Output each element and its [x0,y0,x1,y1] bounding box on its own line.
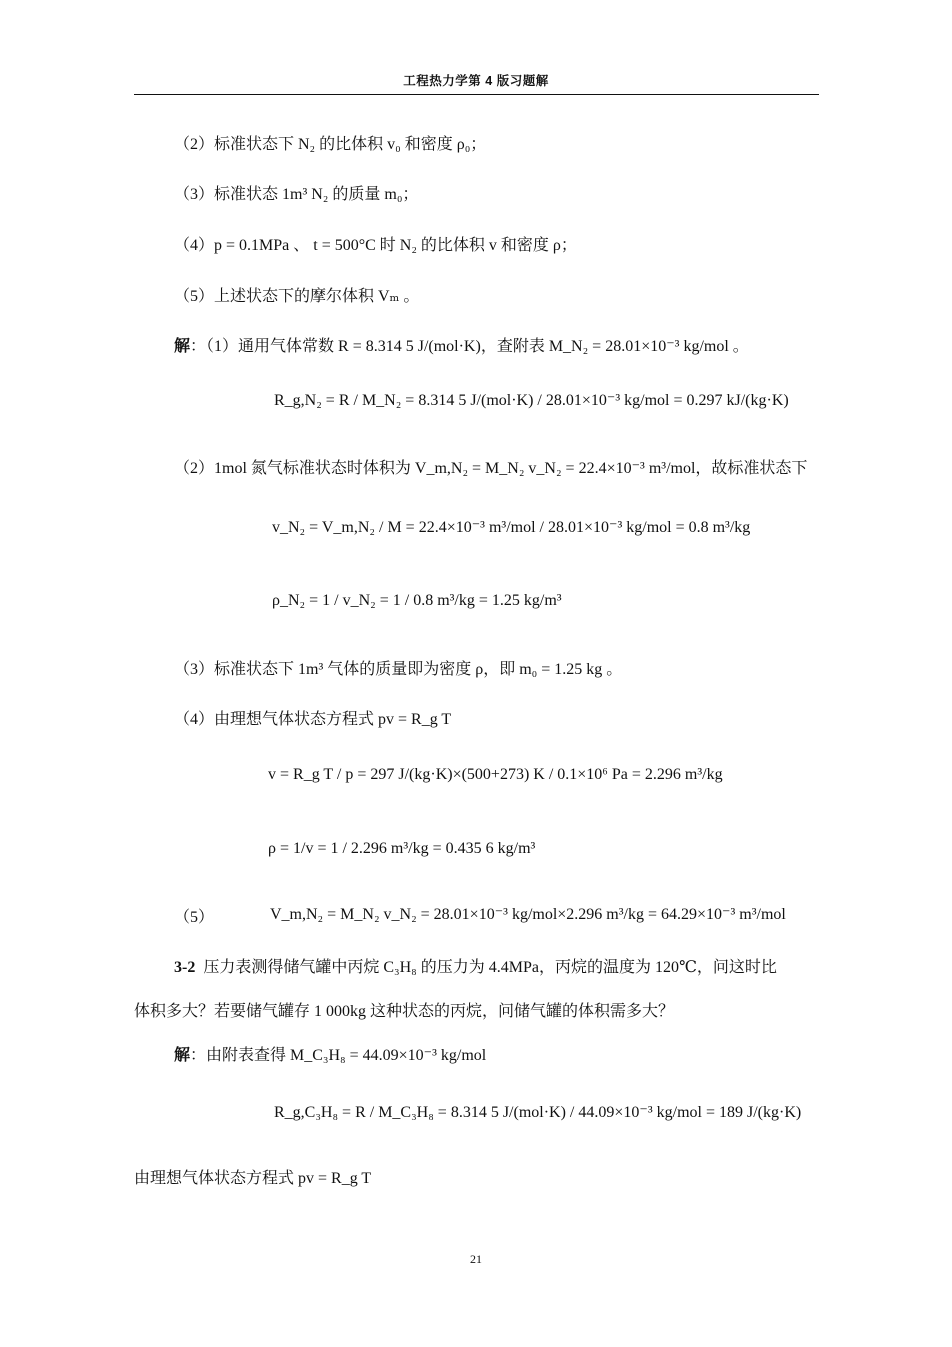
equation-1: R_g,N₂ = R / M_N₂ = 8.314 5 J/(mol·K) / 28.01×10⁻³ kg/mol = 0.297 kJ/(kg·K) [274,392,789,409]
page-number: 21 [470,1252,482,1266]
question-4: （4）p = 0.1MPa 、 t = 500°C 时 N₂ 的比体积 v 和密度 ρ； [174,237,577,254]
equation-7: R_g,C₃H₈ = R / M_C₃H₈ = 8.314 5 J/(mol·K) / 44.09×10⁻³ kg/mol = 189 J/(kg·K) [274,1104,802,1121]
problem-number: 3-2 [174,959,196,976]
running-header: 工程热力学第 4 版习题解 [403,74,549,88]
equation-6: V_m,N₂ = M_N₂ v_N₂ = 28.01×10⁻³ kg/mol×2.296 m³/kg = 64.29×10⁻³ m³/mol [270,906,786,923]
problem-3-2-text: 压力表测得储气罐中丙烷 C₃H₈ 的压力为 4.4MPa，丙烷的温度为 120℃，问这时比 [203,959,777,976]
problem-3-2-line-2: 体积多大？若要储气罐存 1 000kg 这种状态的丙烷，问储气罐的体积需多大？ [134,1003,675,1020]
header-rule [134,94,819,95]
question-2: （2）标准状态下 N₂ 的比体积 v₀ 和密度 ρ₀； [174,136,487,153]
equation-2: v_N₂ = V_m,N₂ / M = 22.4×10⁻³ m³/mol / 28.01×10⁻³ kg/mol = 0.8 m³/kg [272,519,751,536]
solution-1-text: ：（1）通用气体常数 R = 8.314 5 J/(mol·K)，查附表 M_N₂ = 28.01×10⁻³ kg/mol 。 [190,338,749,355]
solution-label: 解 [174,338,191,355]
solution-4: （4）由理想气体状态方程式 pv = R_g T [174,711,452,728]
solution-3-2 [174,1042,486,1065]
closing-line: 由理想气体状态方程式 pv = R_g T [134,1170,372,1187]
solution-label-2: 解 [174,1047,191,1064]
question-3: （3）标准状态 1m³ N₂ 的质量 m₀； [174,186,419,203]
equation-5: ρ = 1/v = 1 / 2.296 m³/kg = 0.435 6 kg/m³ [268,840,536,857]
solution-5-label: （5） [174,909,215,926]
solution-3-2-text: ：由附表查得 M_C₃H₈ = 44.09×10⁻³ kg/mol [190,1047,487,1064]
problem-3-2-line-1 [174,954,777,977]
solution-2: （2）1mol 氮气标准状态时体积为 V_m,N₂ = M_N₂ v_N₂ = 22.4×10⁻³ m³/mol，故标准状态下 [174,460,808,477]
equation-3: ρ_N₂ = 1 / v_N₂ = 1 / 0.8 m³/kg = 1.25 kg/m³ [272,592,562,609]
solution-1 [174,333,749,356]
solution-3: （3）标准状态下 1m³ 气体的质量即为密度 ρ，即 m₀ = 1.25 kg 。 [174,661,623,678]
question-5: （5）上述状态下的摩尔体积 Vₘ 。 [174,288,420,305]
equation-4: v = R_g T / p = 297 J/(kg·K)×(500+273) K / 0.1×10⁶ Pa = 2.296 m³/kg [268,766,723,783]
